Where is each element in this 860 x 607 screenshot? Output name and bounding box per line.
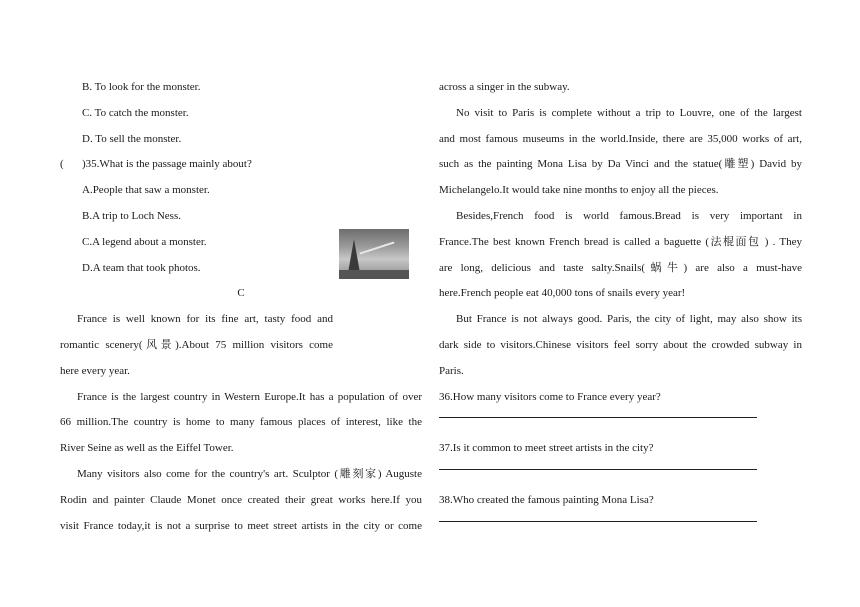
passage-line: River Seine as well as the Eiffel Tower. — [60, 442, 234, 455]
eiffel-tower-photo — [339, 229, 409, 279]
question-35-text: )35.What is the passage mainly about? — [82, 158, 252, 171]
passage-line: But France is not always good. Paris, the city of light, may also show its — [456, 313, 802, 326]
passage-line: Paris. — [439, 364, 464, 377]
passage-line: here every year. — [60, 364, 130, 377]
answer-field-37[interactable] — [439, 467, 802, 493]
photo-light-streak — [360, 241, 395, 254]
answer-line — [439, 469, 757, 470]
right-column — [439, 80, 802, 544]
passage-line: here.French people eat 40,000 tons of snails every year! — [439, 287, 686, 300]
passage-line: visit France today,it is not a surprise to meet street artists in the city or come — [60, 519, 422, 532]
answer-paren: ( — [60, 158, 64, 171]
option-c-35: C.A legend about a monster. — [82, 235, 207, 248]
option-d-34: D. To sell the monster. — [82, 132, 182, 145]
passage-line: No visit to Paris is complete without a trip to Louvre, one of the largest — [456, 106, 802, 119]
answer-field-36[interactable] — [439, 415, 802, 441]
answer-field-38[interactable] — [439, 519, 802, 545]
passage-line: Many visitors also come for the country's art. Sculptor (雕刻家) Auguste — [77, 467, 422, 480]
passage-line: 66 million.The country is home to many famous places of interest, like the — [60, 416, 422, 429]
passage-line: dark side to visitors.Chinese visitors feel sorry about the crowded subway in — [439, 338, 802, 351]
passage-line: Besides,French food is world famous.Bread is very important in — [456, 209, 802, 222]
question-38: 38.Who created the famous painting Mona Lisa? — [439, 493, 654, 506]
tower-silhouette — [348, 239, 360, 273]
passage-line: are long, delicious and taste salty.Snails(蜗牛) are also a must-have — [439, 261, 802, 274]
passage-line: across a singer in the subway. — [439, 81, 570, 93]
passage-line: such as the painting Mona Lisa by Da Vinci and the statue(雕塑) David by — [439, 158, 802, 171]
option-c-34: C. To catch the monster. — [82, 106, 189, 119]
question-35 — [60, 157, 422, 183]
passage-line: Rodin and painter Claude Monet once created their great works here.If you — [60, 493, 422, 506]
passage-line: France is well known for its fine art, tasty food and — [77, 313, 333, 326]
answer-line — [439, 521, 757, 522]
passage-line: France is the largest country in Western Europe.It has a population of over — [77, 390, 422, 403]
question-36: 36.How many visitors come to France every year? — [439, 390, 661, 403]
option-b-35: B.A trip to Loch Ness. — [82, 209, 181, 222]
passage-line: romantic scenery(风景).About 75 million visitors come — [60, 338, 333, 351]
passage-line: Michelangelo.It would take nine months to enjoy all the pieces. — [439, 184, 719, 197]
photo-ground — [339, 270, 409, 279]
answer-line — [439, 417, 757, 418]
passage-line: and most famous museums in the world.Inside, there are 35,000 works of art, — [439, 132, 802, 145]
option-a-35: A.People that saw a monster. — [82, 184, 210, 197]
option-b-34: B. To look for the monster. — [82, 81, 201, 93]
option-d-35: D.A team that took photos. — [82, 261, 201, 274]
section-heading: C — [237, 287, 245, 300]
passage-line: France.The best known French bread is called a baguette (法棍面包 ) . They — [439, 235, 802, 248]
left-column — [60, 80, 422, 544]
question-37: 37.Is it common to meet street artists in the city? — [439, 442, 654, 455]
